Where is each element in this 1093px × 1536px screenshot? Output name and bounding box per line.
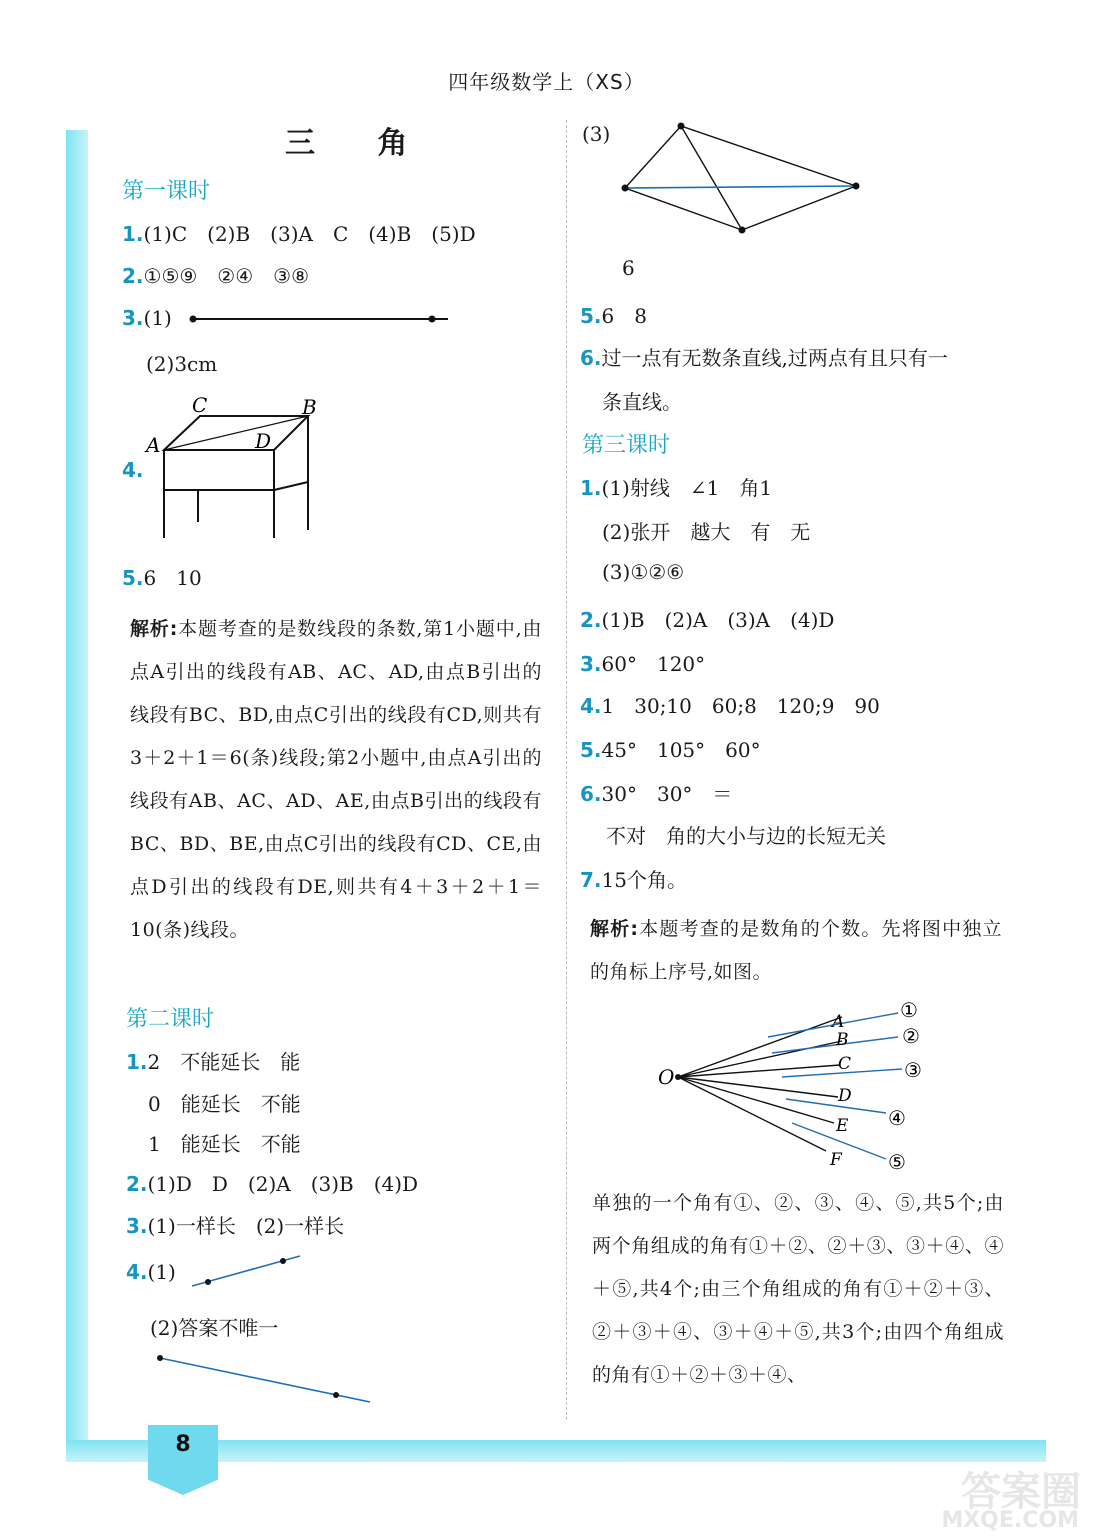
question-number: 5. (580, 738, 602, 762)
ray-label: B (836, 1030, 849, 1050)
answer-text: 6 (622, 256, 635, 280)
answer-line (580, 342, 948, 371)
angle-number: ④ (888, 1106, 906, 1130)
answer-line (580, 690, 880, 719)
ray-label: A (832, 1012, 845, 1032)
analysis-paragraph (592, 1182, 1004, 1397)
question-number: 3. (580, 652, 602, 676)
question-number: 5. (122, 566, 144, 590)
question-number: 3. (122, 306, 144, 330)
four-points-figure (610, 118, 870, 238)
answer-line (580, 604, 834, 633)
answer-text: (1)C (2)B (3)A C (4)B (5)D (143, 222, 476, 246)
answer-line (580, 864, 687, 893)
section-title-lesson-3: 第三课时 (582, 433, 671, 458)
answer-text: 6 10 (143, 566, 202, 590)
answer-text: (3)①②⑥ (602, 560, 685, 584)
question-number: 1. (122, 222, 144, 246)
angle-number: ③ (904, 1058, 922, 1082)
ray-label: C (838, 1054, 852, 1074)
ray-label: O (658, 1065, 675, 1089)
answer-line (122, 562, 202, 591)
angle-number: ② (902, 1024, 920, 1048)
segment-figure (180, 308, 460, 330)
answer-text: 0 能延长 不能 (148, 1092, 301, 1116)
answer-text: (2)3cm (146, 352, 218, 376)
watermark-url: MXQE.COM (941, 1508, 1079, 1533)
answer-line (126, 1046, 300, 1075)
answer-text: (1)一样长 (2)一样长 (147, 1214, 345, 1238)
question-number: 6. (580, 782, 602, 806)
analysis-label: 解析: (130, 618, 178, 640)
question-number: 1. (580, 476, 602, 500)
analysis-label: 解析: (590, 918, 639, 940)
answer-text: 45° 105° 60° (601, 738, 761, 762)
answer-text: 不对 角的大小与边的长短无关 (606, 824, 886, 848)
vertex-label: B (302, 395, 317, 419)
answer-text: (1)D D (2)A (3)B (4)D (147, 1172, 419, 1196)
line-figure (188, 1250, 308, 1290)
answer-text: 30° 30° ＝ (601, 782, 733, 806)
page-header: 四年级数学上（XS） (448, 70, 645, 94)
answer-text: ①⑤⑨ ②④ ③⑧ (143, 264, 310, 288)
question-number: 7. (580, 868, 602, 892)
answer-line (122, 306, 172, 330)
answer-line (126, 1260, 176, 1284)
question-number: 6. (580, 346, 602, 370)
page-number: 8 (175, 1432, 191, 1457)
answer-text: (3) (582, 122, 611, 146)
answer-line (122, 218, 476, 247)
answer-text: (1) (147, 1260, 176, 1284)
answer-line (580, 472, 772, 501)
vertex-label: A (146, 433, 161, 457)
analysis-text: 单独的一个角有①、②、③、④、⑤,共5个;由两个角组成的角有①＋②、②＋③、③＋④、④＋⑤,共4个;由三个角组成的角有①＋②＋③、②＋③＋④、③＋④＋⑤,共3个;由四个角组成的角有①＋②＋③＋④、 (592, 1192, 1004, 1386)
vertex-label: C (192, 393, 208, 417)
answer-text: (2)张开 越大 有 无 (602, 520, 811, 544)
chapter-title: 三 角 (285, 126, 434, 161)
question-number: 4. (122, 458, 144, 482)
answer-text: 条直线。 (602, 390, 682, 414)
analysis-text: 本题考查的是数线段的条数,第1小题中,由点A引出的线段有AB、AC、AD,由点B引出的线段有BC、BD,由点C引出的线段有CD,则共有3＋2＋1＝6(条)线段;第2小题中,由点A引出的线段有AB、AC、AD、AE,由点B引出的线段有BC、BD、BE,由点C引出的线段有CD、CE,由点D引出的线段有DE,则共有4＋3＋2＋1＝10(条)线段。 (130, 618, 542, 941)
section-title-lesson-1: 第一课时 (122, 179, 211, 204)
answer-text: (1) (143, 306, 172, 330)
page-frame-left (66, 130, 88, 1460)
table-figure (140, 390, 340, 550)
answer-text: 1 能延长 不能 (148, 1132, 301, 1156)
question-number: 2. (126, 1172, 148, 1196)
angle-number: ① (900, 998, 918, 1022)
ray-label: D (838, 1086, 852, 1106)
question-number: 4. (126, 1260, 148, 1284)
angle-number: ⑤ (888, 1150, 906, 1174)
analysis-paragraph (130, 608, 542, 952)
question-number: 2. (122, 264, 144, 288)
question-number: 3. (126, 1214, 148, 1238)
answer-text: (2)答案不唯一 (150, 1316, 279, 1340)
angle-rays-figure (650, 995, 940, 1175)
answer-line (580, 778, 732, 807)
answer-line (580, 648, 705, 677)
analysis-paragraph (590, 908, 1002, 994)
answer-line (580, 734, 761, 763)
answer-text: 2 不能延长 能 (147, 1050, 301, 1074)
answer-text: (1)射线 ∠1 角1 (601, 476, 773, 500)
answer-text: 60° 120° (601, 652, 706, 676)
ray-label: E (836, 1116, 849, 1136)
answer-text: 15个角。 (601, 868, 687, 892)
question-number: 5. (580, 304, 602, 328)
answer-text: 6 8 (601, 304, 647, 328)
question-number: 4. (580, 694, 602, 718)
vertex-label: D (255, 429, 272, 453)
section-title-lesson-2: 第二课时 (126, 1007, 215, 1032)
ray-label: F (830, 1150, 842, 1170)
answer-line (580, 300, 647, 329)
answer-line (126, 1168, 418, 1197)
analysis-text: 本题考查的是数角的个数。先将图中独立的角标上序号,如图。 (590, 918, 1002, 983)
answer-text: 过一点有无数条直线,过两点有且只有一 (601, 346, 948, 370)
answer-text: (1)B (2)A (3)A (4)D (601, 608, 835, 632)
ray-figure (150, 1350, 380, 1406)
question-number: 2. (580, 608, 602, 632)
answer-line (126, 1210, 344, 1239)
answer-line (122, 260, 309, 289)
column-divider (566, 120, 567, 1420)
answer-text: 1 30;10 60;8 120;9 90 (601, 694, 880, 718)
question-number: 1. (126, 1050, 148, 1074)
watermark-logo: 答案圈 (961, 1469, 1081, 1515)
